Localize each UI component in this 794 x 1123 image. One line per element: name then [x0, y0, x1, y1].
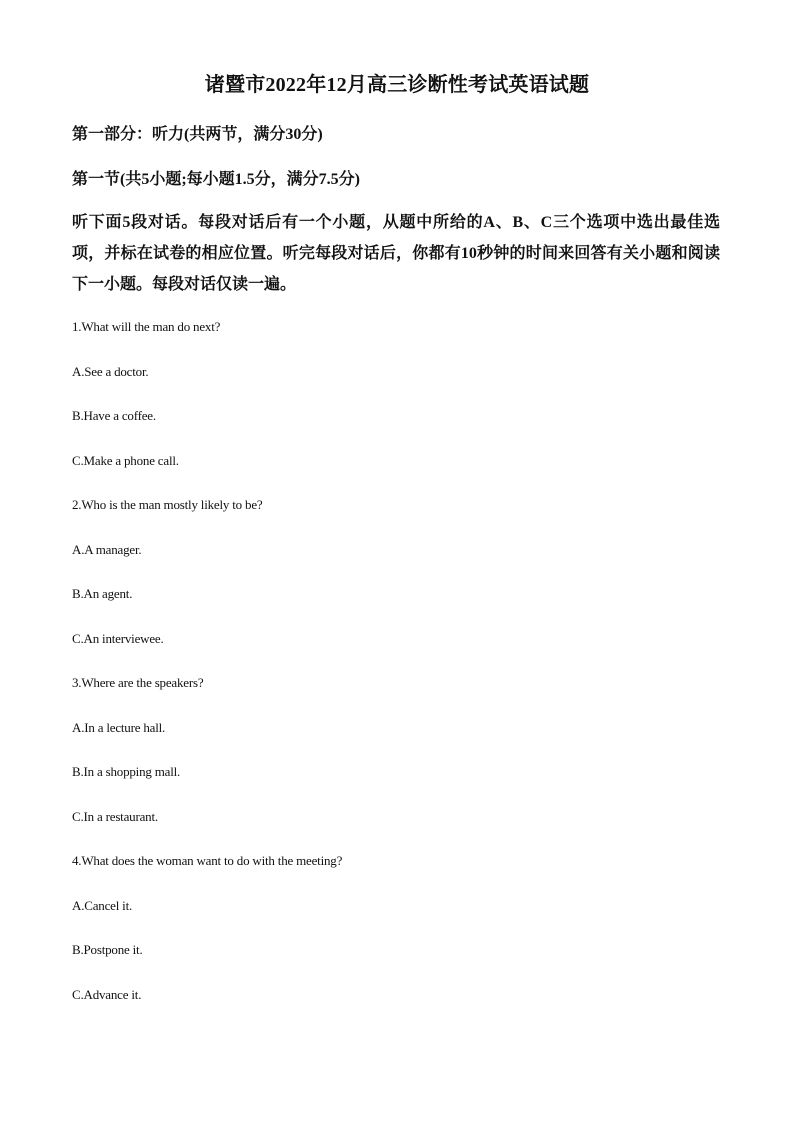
answer-option: B.Postpone it.	[72, 942, 143, 957]
section-heading: 第一节(共5小题;每小题1.5分，满分7.5分)	[72, 171, 360, 188]
part-heading: 第一部分：听力(共两节，满分30分)	[72, 126, 323, 143]
question-stem: 1.What will the man do next?	[72, 319, 221, 334]
page-title: 诸暨市2022年12月高三诊断性考试英语试题	[204, 74, 590, 96]
answer-option: C.In a restaurant.	[72, 808, 158, 824]
question-stem: 2.Who is the man mostly likely to be?	[72, 497, 263, 512]
answer-option: A.See a doctor.	[72, 363, 149, 379]
answer-option: B.Have a coffee.	[72, 408, 156, 423]
answer-option: C.Advance it.	[72, 986, 142, 1002]
question-stem: 4.What does the woman want to do with the meeting?	[72, 853, 343, 868]
answer-option: B.In a shopping mall.	[72, 764, 181, 779]
answer-option: A.A manager.	[72, 541, 142, 557]
answer-option: A.Cancel it.	[72, 897, 133, 913]
answer-option: C.Make a phone call.	[72, 452, 179, 468]
answer-option: B.An agent.	[72, 586, 133, 601]
question-stem: 3.Where are the speakers?	[72, 675, 204, 690]
answer-option: A.In a lecture hall.	[72, 719, 166, 735]
answer-option: C.An interviewee.	[72, 630, 164, 646]
instructions-paragraph: 听下面5段对话。每段对话后有一个小题，从题中所给的A、B、C三个选项中选出最佳选项，并标在试卷的相应位置。听完每段对话后，你都有10秒钟的时间来回答有关小题和阅读下一小题。每段对话仅读一遍。	[72, 214, 720, 293]
question-list	[72, 318, 722, 1030]
